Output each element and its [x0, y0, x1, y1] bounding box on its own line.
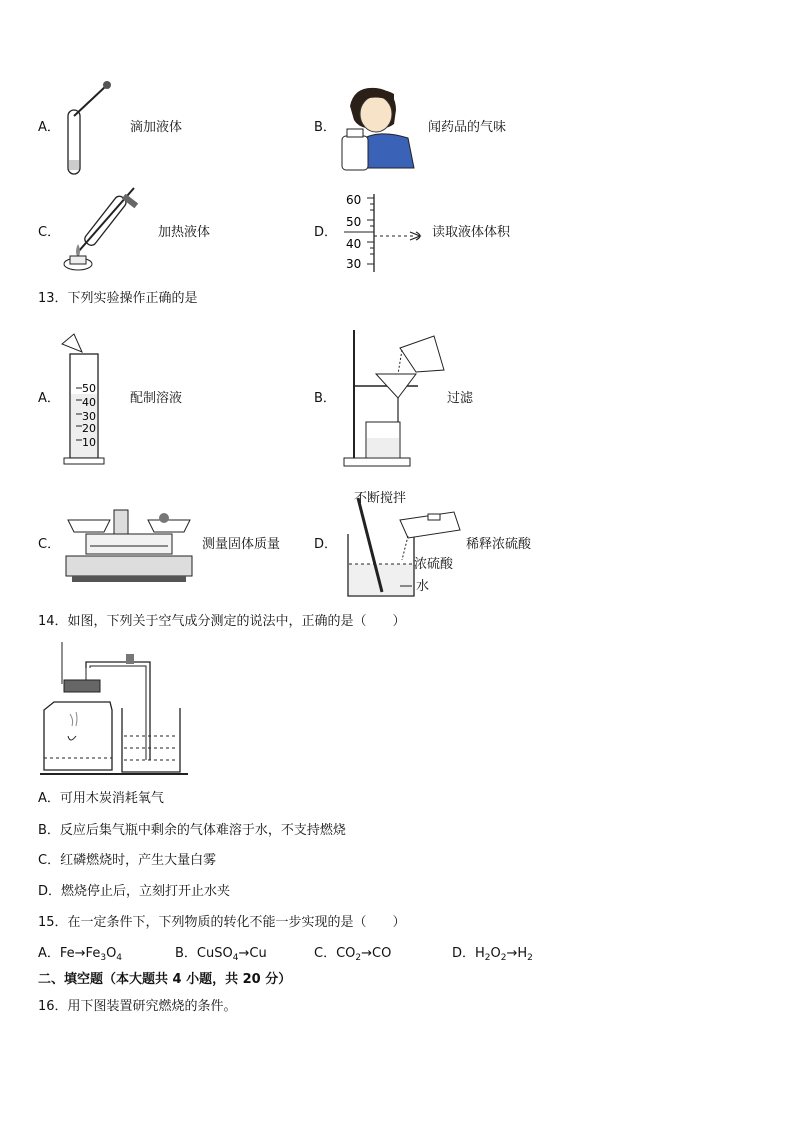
cylinder-tick-40: 40: [346, 237, 362, 251]
cylinder-tick-50: 50: [82, 382, 96, 395]
q12-c-label: 加热液体: [158, 225, 211, 240]
q13-stem: 13．下列实验操作正确的是: [38, 291, 198, 306]
smelling-person-figure: [336, 84, 416, 174]
q14-option-d: D．燃烧停止后，立刻打开止水夹: [38, 884, 231, 899]
q13-c-letter: C．: [38, 537, 61, 552]
q13-a-label: 配制溶液: [130, 391, 183, 406]
q13-b-label: 过滤: [447, 391, 474, 406]
q13-d-note-stir: 不断搅拌: [354, 491, 407, 506]
air-composition-apparatus-figure: [40, 640, 190, 776]
q15-stem: 15．在一定条件下，下列物质的转化不能一步实现的是（ ）: [38, 915, 406, 930]
q13-a-letter: A．: [38, 391, 60, 406]
q13-d-note-water: 水: [416, 579, 430, 594]
q12-a-label: 滴加液体: [130, 120, 183, 135]
dilution-figure: [342, 508, 472, 600]
q12-b-letter: B．: [314, 120, 336, 135]
q15-option-c: C．$CO_2\to CO$: [314, 946, 392, 963]
q13-d-label: 稀释浓硫酸: [466, 537, 532, 552]
q13-d-letter: D．: [314, 537, 338, 552]
q12-c-letter: C．: [38, 225, 61, 240]
balance-figure: [64, 506, 194, 586]
q15-option-d: D．$H_2O_2\to H_2$: [452, 946, 533, 963]
q13-c-label: 测量固体质量: [202, 537, 281, 552]
cylinder-tick-30: 30: [82, 410, 96, 423]
q14-stem: 14．如图，下列关于空气成分测定的说法中，正确的是（ ）: [38, 614, 406, 629]
section-heading: 二、填空题（本大题共 4 小题，共 20 分）: [38, 972, 292, 987]
q14-option-a: A．可用木炭消耗氧气: [38, 791, 164, 806]
heating-liquid-figure: [60, 180, 160, 276]
q13-d-note-acid: 浓硫酸: [414, 557, 454, 572]
q16-stem: 16．用下图装置研究燃烧的条件。: [38, 999, 237, 1014]
filtration-figure: [340, 326, 450, 470]
q12-d-letter: D．: [314, 225, 338, 240]
cylinder-tick-10: 10: [82, 436, 96, 449]
q12-d-label: 读取液体体积: [432, 225, 511, 240]
q12-a-letter: A．: [38, 120, 60, 135]
q13-b-letter: B．: [314, 391, 336, 406]
cylinder-tick-40: 40: [82, 396, 96, 409]
cylinder-tick-30: 30: [346, 257, 362, 271]
cylinder-tick-60: 60: [346, 193, 362, 207]
q12-b-label: 闻药品的气味: [428, 120, 507, 135]
cylinder-tick-20: 20: [82, 422, 96, 435]
q14-option-c: C．红磷燃烧时，产生大量白雾: [38, 853, 217, 868]
reading-cylinder-figure: [340, 192, 430, 274]
q15-option-a: A．$Fe\to Fe_3O_4$: [38, 946, 123, 963]
cylinder-tick-50: 50: [346, 215, 362, 229]
dropper-test-tube-figure: [62, 80, 112, 178]
q14-option-b: B．反应后集气瓶中剩余的气体难溶于水，不支持燃烧: [38, 823, 346, 838]
graduated-cylinder-figure: [62, 334, 114, 468]
q15-option-b: B．CuSO$_4$→Cu: [175, 946, 267, 963]
